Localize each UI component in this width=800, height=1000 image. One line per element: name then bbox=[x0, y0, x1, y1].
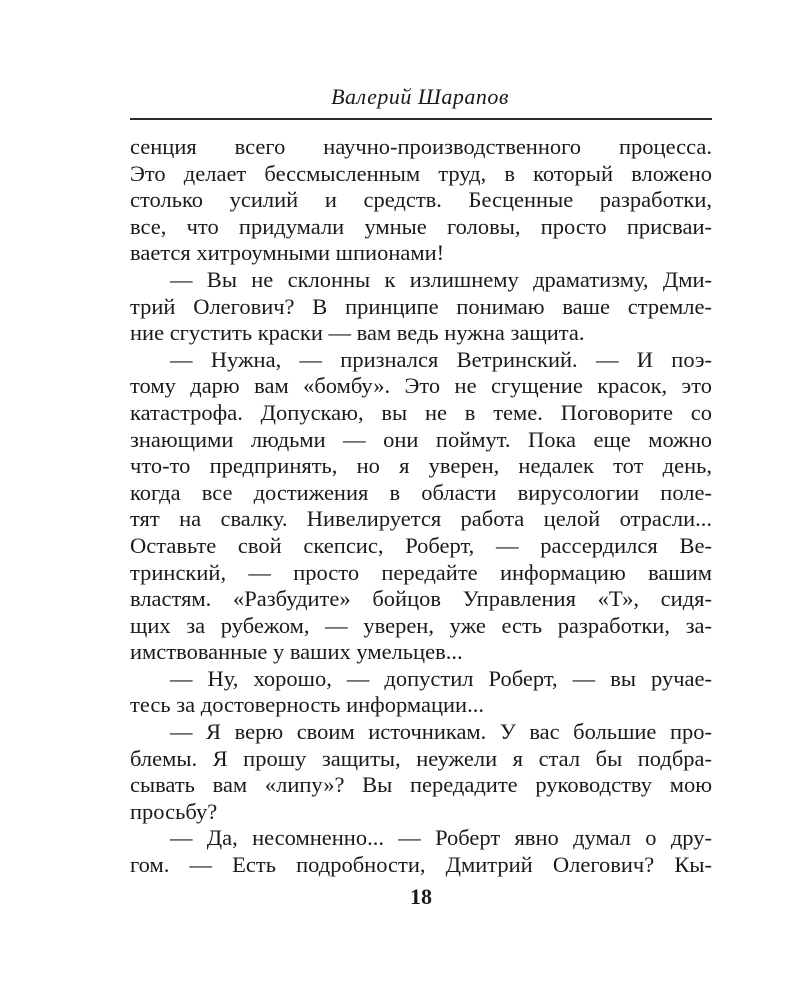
text-line: все, что придумали умные головы, просто присваи- bbox=[130, 213, 712, 239]
text-line: щих за рубежом, — уверен, уже есть разработки, за- bbox=[130, 612, 712, 638]
text-line: ние сгустить краски — вам ведь нужна защита. bbox=[130, 320, 585, 346]
header-rule bbox=[130, 118, 712, 120]
text-line: властям. «Разбудите» бойцов Управления «Т», сидя- bbox=[130, 586, 712, 612]
text-line: просьбу? bbox=[130, 798, 218, 824]
text-line: — Я верю своим источникам. У вас большие про- bbox=[170, 719, 712, 745]
text-line: — Да, несомненно... — Роберт явно думал о дру- bbox=[170, 825, 712, 851]
text-line: тому дарю вам «бомбу». Это не сгущение красок, это bbox=[130, 373, 712, 399]
text-line: имствованные у ваших умельцев... bbox=[130, 639, 463, 665]
text-line: когда все достижения в области вирусологии поле- bbox=[130, 479, 712, 505]
text-line: — Нужна, — признался Ветринский. — И поэ- bbox=[170, 346, 712, 372]
text-line: тринский, — просто передайте информацию вашим bbox=[130, 559, 712, 585]
text-line: катастрофа. Допускаю, вы не в теме. Поговорите со bbox=[130, 399, 712, 425]
text-line: столько усилий и средств. Бесценные разработки, bbox=[130, 187, 712, 213]
text-line: сывать вам «липу»? Вы передадите руководству мою bbox=[130, 772, 712, 798]
text-line: гом. — Есть подробности, Дмитрий Олегович? Кы- bbox=[130, 852, 712, 878]
text-line: знающими людьми — они поймут. Пока еще можно bbox=[130, 426, 712, 452]
text-line: — Ну, хорошо, — допустил Роберт, — вы ручае- bbox=[170, 665, 712, 691]
text-line: — Вы не склонны к излишнему драматизму, Дми- bbox=[170, 266, 712, 292]
body-text bbox=[130, 134, 712, 879]
text-line: тят на свалку. Нивелируется работа целой отрасли... bbox=[130, 506, 712, 532]
page-number: 18 bbox=[410, 884, 432, 909]
text-line: сенция всего научно-производственного процесса. bbox=[130, 134, 712, 159]
text-line: что-то предпринять, но я уверен, недалек тот день, bbox=[130, 453, 712, 479]
running-head-author: Валерий Шарапов bbox=[331, 84, 509, 109]
text-line: блемы. Я прошу защиты, неужели я стал бы подбра- bbox=[130, 745, 712, 771]
text-line: Это делает бессмысленным труд, в который вложено bbox=[130, 160, 712, 186]
text-line: Оставьте свой скепсис, Роберт, — рассердился Ве- bbox=[130, 532, 712, 558]
text-line: вается хитроумными шпионами! bbox=[130, 240, 445, 266]
text-line: тесь за достоверность информации... bbox=[130, 692, 484, 718]
text-line: трий Олегович? В принципе понимаю ваше стремле- bbox=[130, 293, 712, 319]
